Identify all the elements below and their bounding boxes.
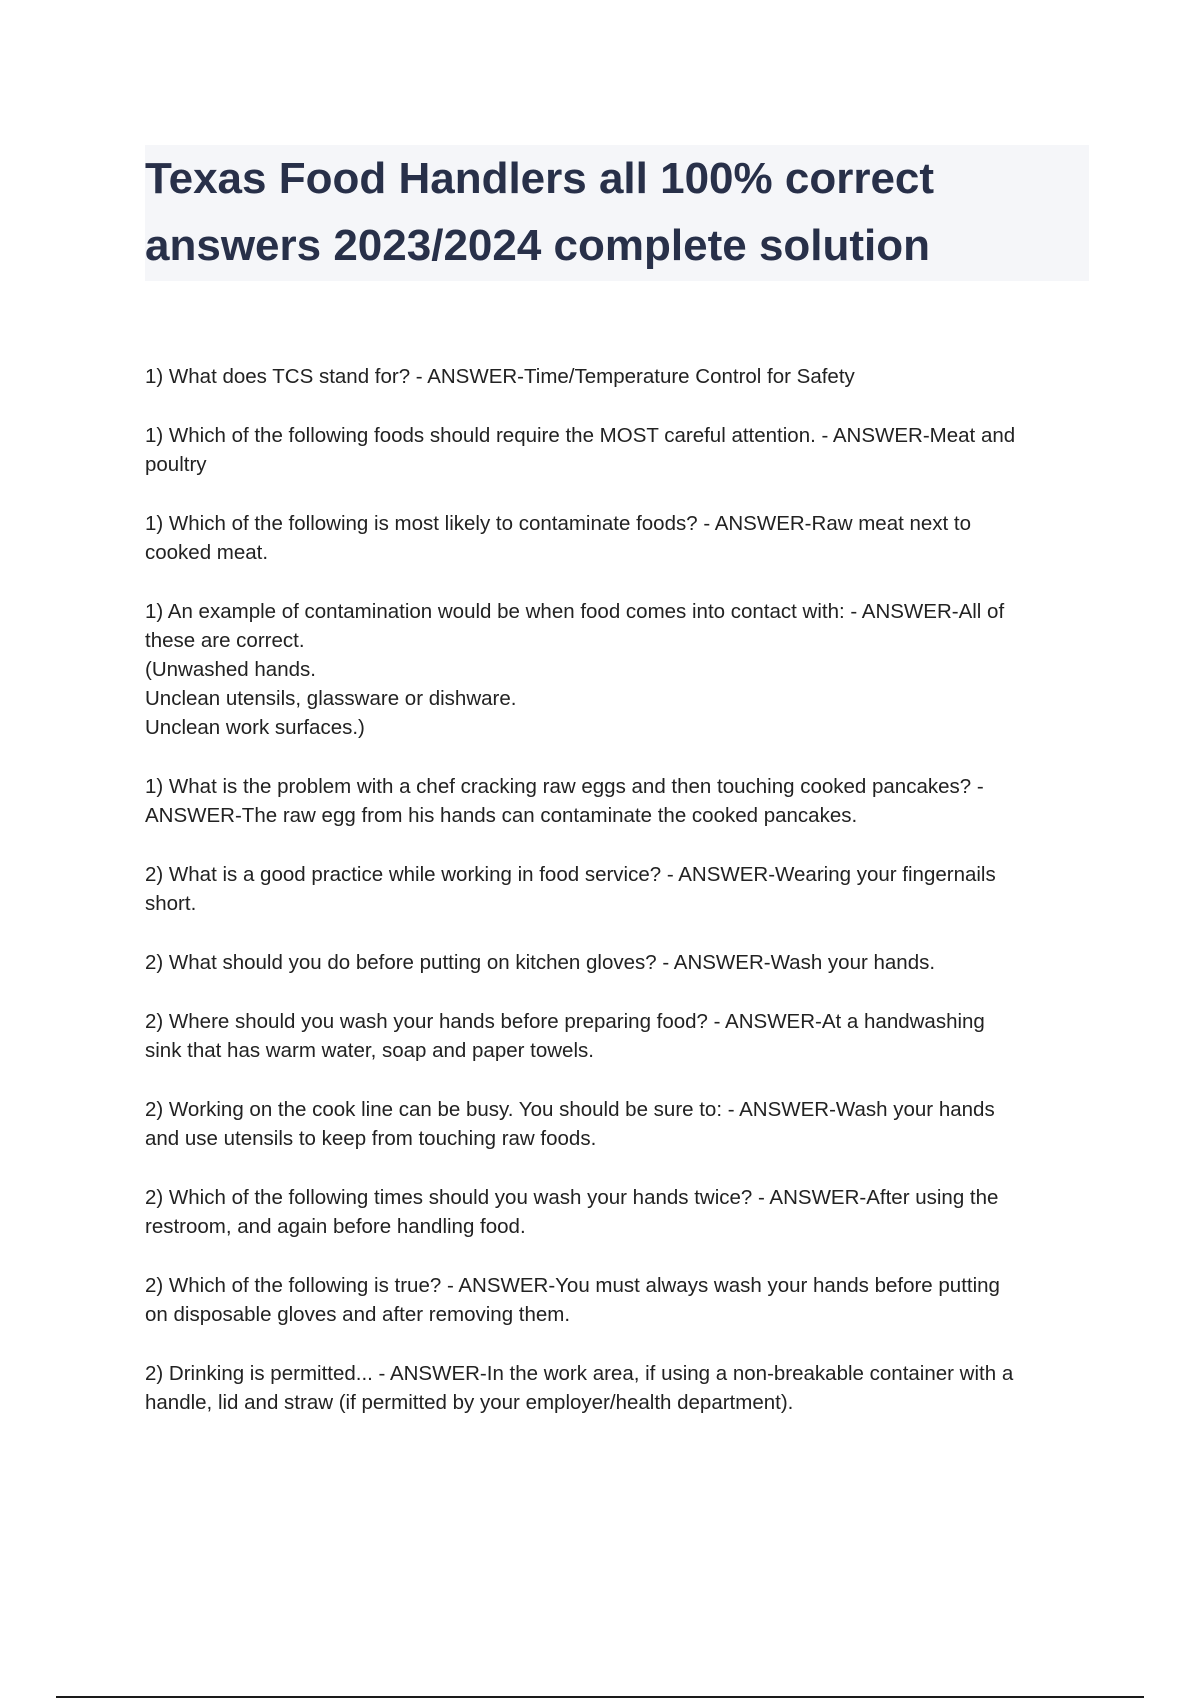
qa-item: 1) What does TCS stand for? - ANSWER-Time/Temperature Control for Safety: [145, 365, 855, 388]
qa-item: 2) Drinking is permitted... - ANSWER-In the work area, if using a non-breakable container with a handle, lid and straw (if permitted by your employer/health department).: [145, 1362, 1014, 1414]
qa-item: 1) Which of the following is most likely to contaminate foods? - ANSWER-Raw meat next to cooked meat.: [145, 512, 972, 564]
qa-item: 2) What is a good practice while working in food service? - ANSWER-Wearing your fingernails short.: [145, 863, 996, 915]
qa-item: 2) Which of the following times should you wash your hands twice? - ANSWER-After using the restroom, and again before handling food.: [145, 1186, 999, 1238]
qa-item: 1) Which of the following foods should require the MOST careful attention. - ANSWER-Meat and poultry: [145, 424, 1016, 476]
qa-item: 2) Which of the following is true? - ANSWER-You must always wash your hands before putting on disposable gloves and after removing them.: [145, 1274, 1000, 1326]
question-answer-list: [145, 362, 1090, 1447]
qa-item: 1) What is the problem with a chef cracking raw eggs and then touching cooked pancakes? - ANSWER-The raw egg from his hands can contaminate the cooked pancakes.: [145, 775, 984, 827]
qa-item: 2) What should you do before putting on kitchen gloves? - ANSWER-Wash your hands.: [145, 951, 936, 974]
qa-item: 1) An example of contamination would be when food comes into contact with: - ANSWER-All of these are correct. (Unwashed hands. Unclean utensils, glassware or dishware. Unclean work surfaces.): [145, 600, 1005, 739]
footer-divider: [56, 1696, 1144, 1698]
qa-item: 2) Where should you wash your hands before preparing food? - ANSWER-At a handwashing sink that has warm water, soap and paper towels.: [145, 1010, 985, 1062]
document-title: Texas Food Handlers all 100% correct answers 2023/2024 complete solution: [145, 154, 935, 270]
qa-item: 2) Working on the cook line can be busy. You should be sure to: - ANSWER-Wash your hands and use utensils to keep from touching raw foods.: [145, 1098, 995, 1150]
title-banner: [145, 145, 1089, 281]
